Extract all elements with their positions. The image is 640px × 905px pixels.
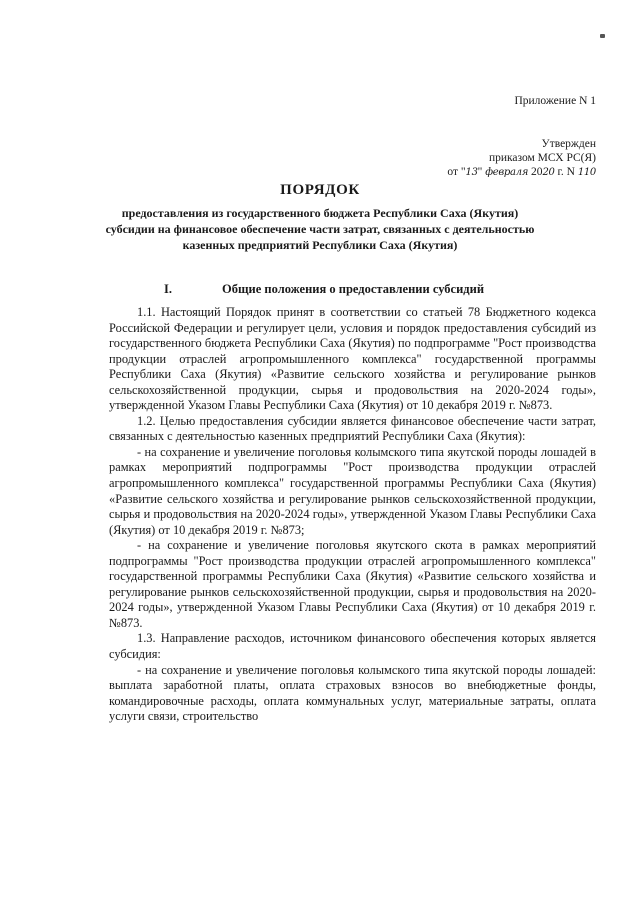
document-subtitle: предоставления из государственного бюджета Республики Саха (Якутия) субсидии на финансовое обеспечение части затрат, связанных с деятельностью казенных предприятий Республики Саха (Якутия): [105, 206, 535, 252]
scan-mark: [600, 34, 605, 38]
paragraph-1-3: 1.3. Направление расходов, источником финансового обеспечения которых является субсидия:: [109, 631, 596, 662]
date-mid: ": [477, 166, 486, 178]
handwritten-year: 20: [542, 167, 555, 178]
section-title: Общие положения о предоставлении субсидий: [222, 282, 485, 296]
date-year-prefix: 20: [528, 166, 543, 178]
approved-label: Утвержден: [541, 138, 596, 150]
paragraph-cattle: - на сохранение и увеличение поголовья якутского скота в рамках мероприятий подпрограммы "Рост производства продукции отраслей агропромышленного комплекса" государственной программы Республики Саха (Якутия) «Развитие сельского хозяйства и регулирование рынков сельскохозяйственной продукции, сырья и продовольствия на 2020-2024 годы», утвержденной Указом Главы Республики Саха (Якутия) от 10 декабря 2019 г. №873.: [109, 538, 596, 630]
date-prefix: от ": [447, 166, 466, 178]
section-heading: [164, 282, 544, 297]
appendix-label: Приложение N 1: [514, 95, 596, 107]
handwritten-month: февраля: [485, 167, 529, 178]
document-title: ПОРЯДОК: [280, 182, 360, 198]
date-number-prefix: г. N: [554, 166, 578, 178]
order-reference: приказом МСХ РС(Я): [488, 152, 596, 164]
paragraph-expenses: - на сохранение и увеличение поголовья колымского типа якутской породы лошадей: выплата заработной платы, оплата страховых взносов во внебюджетные фонды, командировочные расходы, оплата коммунальных услуг, материальные затраты, оплата услуги связи, строительство: [109, 662, 596, 724]
paragraph-horses: - на сохранение и увеличение поголовья колымского типа якутской породы лошадей в рамках мероприятий подпрограммы "Рост производства продукции отраслей агропромышленного комплекса" государственной программы Республики Саха (Якутия) «Развитие сельского хозяйства и регулирование рынков сельскохозяйственной продукции, сырья и продовольствия на 2020-2024 годы», утвержденной Указом Главы Республики Саха (Якутия) от 10 декабря 2019 г. №873;: [109, 444, 596, 537]
section-number: I.: [164, 282, 172, 296]
handwritten-order-number: 110: [577, 167, 596, 178]
document-body: [109, 305, 596, 725]
approval-block: [447, 137, 596, 180]
handwritten-day: 13: [465, 167, 478, 178]
order-date-line: [447, 165, 596, 180]
paragraph-1-2: 1.2. Целью предоставления субсидии является финансовое обеспечение части затрат, связанных с деятельностью казенных предприятий Республики Саха (Якутия):: [109, 413, 596, 444]
paragraph-1-1: 1.1. Настоящий Порядок принят в соответствии со статьей 78 Бюджетного кодекса Российской Федерации и регулирует цели, условия и порядок предоставления субсидий из государственного бюджета Республики Саха (Якутия) по подпрограмме "Рост производства продукции отраслей агропромышленного комплекса" государственной программы Республики Саха (Якутия) «Развитие сельского хозяйства и регулирование рынков сельскохозяйственной продукции, сырья и продовольствия на 2020-2024 годы», утвержденной Указом Главы Республики Саха (Якутия) от 10 декабря 2019 г. №873.: [109, 305, 596, 413]
